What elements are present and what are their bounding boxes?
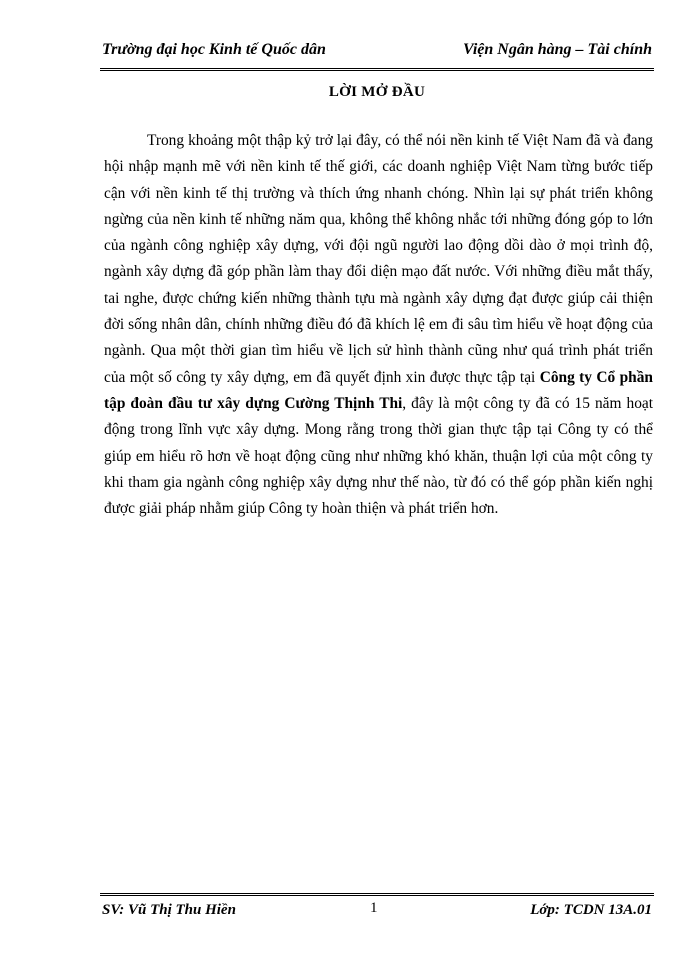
footer-class: Lớp: TCDN 13A.01 xyxy=(530,902,652,918)
paragraph-text-start: Trong khoảng một thập kỷ trở lại đây, có thể nói nền kinh tế Việt Nam đã và đang hội nhập mạnh mẽ với nền kinh tế thế giới, các doanh nghiệp Việt Nam từng bước tiếp cận với nền kinh tế thị trường và thích ứng nhanh chóng. Nhìn lại sự phát triển không ngừng của nền kinh tế những năm qua, không thể không nhắc tới những đóng góp to lớn của ngành công nghiệp xây dựng, với đội ngũ người lao động dồi dào ở mọi trình độ, ngành xây dựng đã góp phần làm thay đổi diện mạo đất nước. Với những điều mắt thấy, tai nghe, được chứng kiến những thành tựu mà ngành xây dựng đạt được giúp cải thiện đời sống nhân dân, chính những điều đó đã khích lệ em đi sâu tìm hiểu về hoạt động của ngành. Qua một thời gian tìm hiểu về lịch sử hình thành cũng như quá trình phát triển của một số công ty xây dựng, em đã quyết định xin được thực tập tại xyxy=(104,132,653,386)
page-number: 1 xyxy=(370,900,378,916)
footer-student: SV: Vũ Thị Thu Hiền xyxy=(102,902,236,918)
page-header xyxy=(100,38,654,71)
header-institute: Viện Ngân hàng – Tài chính xyxy=(463,41,652,58)
page-title: LỜI MỞ ĐẦU xyxy=(328,84,426,100)
company-name: Công ty Cổ phần tập đoàn đầu tư xây dựng Cường Thịnh Thi xyxy=(104,368,653,412)
intro-paragraph xyxy=(104,128,653,522)
paragraph-text-end: , đây là một công ty đã có 15 năm hoạt động trong lĩnh vực xây dựng. Mong rằng trong thời gian thực tập tại Công ty có thể giúp em hiểu rõ hơn về hoạt động cũng như những khó khăn, thuận lợi của một công ty khi tham gia ngành công nghiệp xây dựng như thế nào, từ đó có thể góp phần kiến nghị được giải pháp nhằm giúp Công ty hoàn thiện và phát triển hơn. xyxy=(104,394,653,518)
header-university: Trường đại học Kinh tế Quốc dân xyxy=(102,41,326,58)
page-footer xyxy=(100,893,654,924)
